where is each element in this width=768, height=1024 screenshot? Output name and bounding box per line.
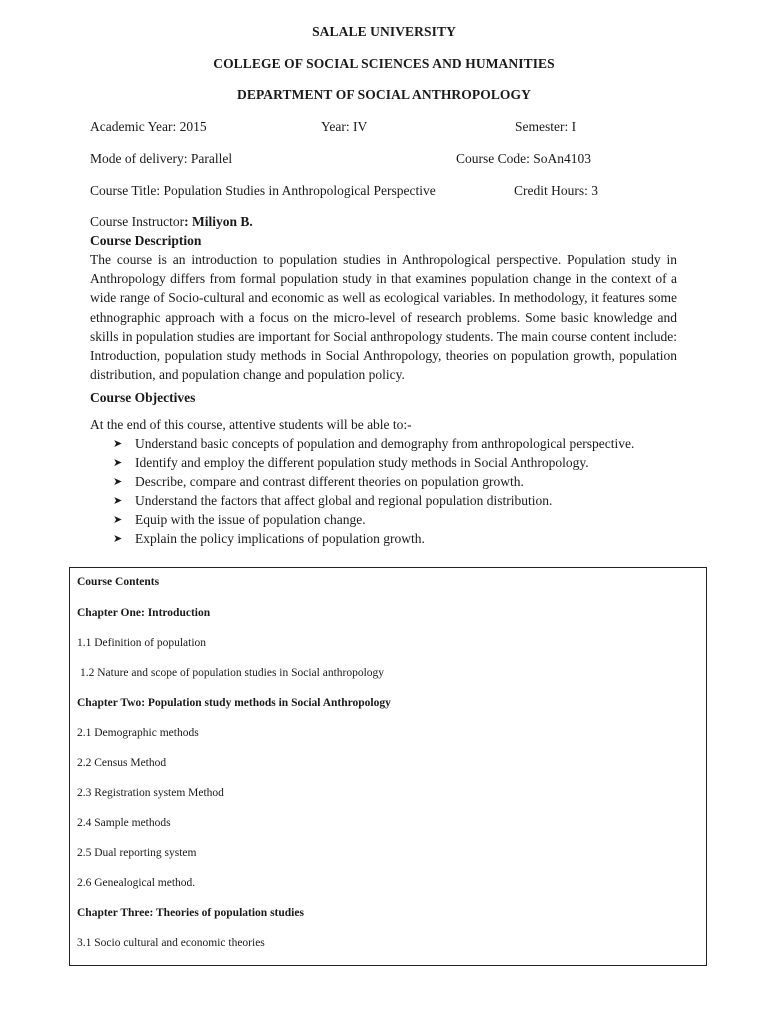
content-item: 3.1 Socio cultural and economic theories — [77, 937, 265, 949]
course-instructor — [90, 214, 253, 230]
course-contents-heading: Course Contents — [77, 576, 160, 588]
objective-item: ➤ Understand basic concepts of population and demography from anthropological perspective. — [113, 434, 634, 453]
description-text: The course is an introduction to population studies in Anthropological perspective. Population study in Anthropology differs from formal population study in that examines population change in the context of a wide range of Socio-cultural and economic as well as ecological variables. In methodology, it features some ethnographic approach with a focus on the micro-level of research problems. Some basic knowledge and skills in population studies are important for Social anthropology students. The main course content include: Introduction, population study methods in Social Anthropology, theories on population growth, population distribution, and population change and population policy. — [90, 252, 677, 383]
content-item: 2.3 Registration system Method — [77, 787, 224, 799]
content-item: 2.5 Dual reporting system — [77, 847, 197, 859]
course-contents-table — [69, 567, 707, 966]
objective-item: ➤ Describe, compare and contrast different theories on population growth. — [113, 472, 634, 491]
chapter-heading: Chapter One: Introduction — [77, 607, 211, 619]
chapter-heading: Chapter Two: Population study methods in Social Anthropology — [77, 697, 391, 709]
objective-item: ➤ Identify and employ the different population study methods in Social Anthropology. — [113, 453, 634, 472]
arrow-bullet-icon: ➤ — [113, 513, 123, 527]
objectives-list — [113, 434, 634, 549]
semester: Semester: I — [515, 119, 577, 134]
arrow-bullet-icon: ➤ — [113, 475, 123, 489]
objective-item: ➤ Understand the factors that affect global and regional population distribution. — [113, 491, 634, 510]
arrow-bullet-icon: ➤ — [113, 456, 123, 470]
instructor-label: Course Instructor — [90, 214, 185, 229]
arrow-bullet-icon: ➤ — [113, 494, 123, 508]
instructor-name: : Miliyon B. — [184, 214, 253, 229]
objective-item: ➤ Equip with the issue of population change. — [113, 510, 634, 529]
objectives-intro: At the end of this course, attentive students will be able to:- — [90, 417, 412, 432]
description-heading: Course Description — [90, 233, 202, 248]
credit-hours: Credit Hours: 3 — [514, 183, 598, 198]
content-item: 2.1 Demographic methods — [77, 727, 199, 739]
content-item: 2.6 Genealogical method. — [77, 877, 196, 889]
objectives-heading: Course Objectives — [90, 390, 196, 405]
department-name: DEPARTMENT OF SOCIAL ANTHROPOLOGY — [237, 87, 531, 102]
course-title: Course Title: Population Studies in Anthropological Perspective — [90, 183, 436, 198]
objective-item: ➤ Explain the policy implications of population growth. — [113, 529, 634, 548]
college-name: COLLEGE OF SOCIAL SCIENCES AND HUMANITIES — [213, 56, 555, 71]
arrow-bullet-icon: ➤ — [113, 532, 123, 546]
university-name: SALALE UNIVERSITY — [312, 24, 456, 39]
course-code: Course Code: SoAn4103 — [456, 151, 591, 166]
arrow-bullet-icon: ➤ — [113, 437, 123, 450]
content-item: 2.2 Census Method — [77, 757, 167, 769]
year: Year: IV — [321, 119, 368, 134]
content-item: 2.4 Sample methods — [77, 817, 171, 829]
content-item: 1.2 Nature and scope of population studies in Social anthropology — [80, 667, 385, 679]
chapter-heading: Chapter Three: Theories of population studies — [77, 907, 304, 919]
content-item: 1.1 Definition of population — [77, 637, 207, 649]
mode-of-delivery: Mode of delivery: Parallel — [90, 151, 233, 166]
academic-year: Academic Year: 2015 — [90, 119, 207, 134]
